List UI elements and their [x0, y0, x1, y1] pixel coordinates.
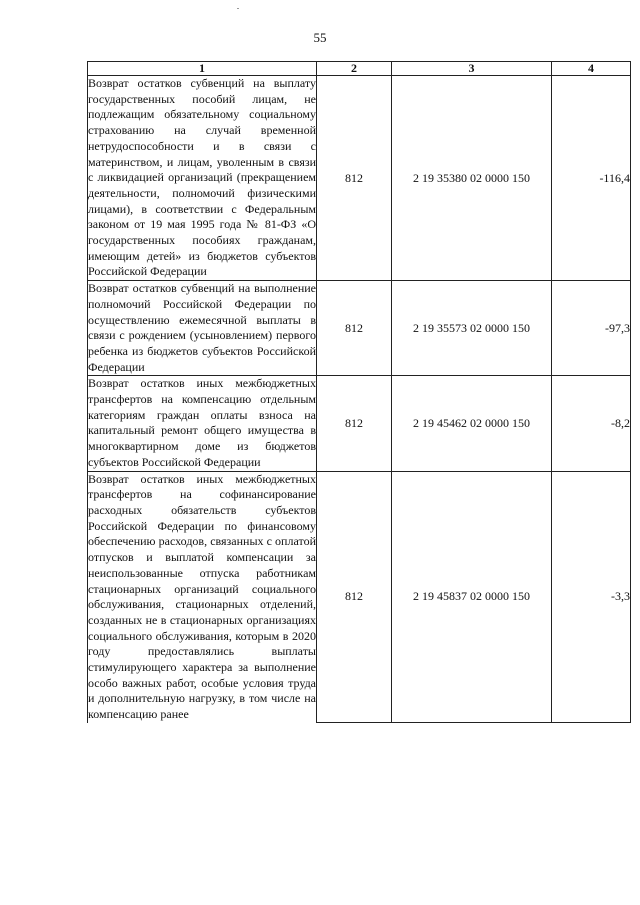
- income-name: Возврат остатков иных межбюджетных трансфертов на компенсацию отдельным категориям граждан оплаты взноса на капитальный ремонт общего имущества в многоквартирном доме из бюджетов субъектов Российской Федерации: [88, 376, 317, 471]
- table-row: [88, 76, 631, 281]
- amount: -116,4: [552, 76, 631, 281]
- budget-table: [87, 61, 631, 723]
- budget-classification-code: 2 19 45837 02 0000 150: [392, 471, 552, 723]
- income-name: Возврат остатков субвенций на выполнение полномочий Российской Федерации по осуществлению ежемесячной выплаты в связи с рождением (усыновлением) первого ребенка из бюджетов субъектов Российской Федерации: [88, 281, 317, 376]
- header-row: [88, 62, 631, 76]
- amount: -8,2: [552, 376, 631, 471]
- page-number: 55: [313, 30, 327, 45]
- table-row: [88, 376, 631, 471]
- admin-code: 812: [317, 281, 392, 376]
- amount: -3,3: [552, 471, 631, 723]
- budget-classification-code: 2 19 35380 02 0000 150: [392, 76, 552, 281]
- income-name: Возврат остатков субвенций на выплату государственных пособий лицам, не подлежащим обязательному социальному страхованию на случай временной нетрудоспособности и в связи с материнством, и лицам, уволенным в связи с ликвидацией организаций (прекращением деятельности, полномочий физическими лицами), в соответствии с Федеральным законом от 19 мая 1995 года № 81-ФЗ «О государственных пособиях гражданам, имеющим детей» из бюджетов субъектов Российской Федерации: [88, 76, 317, 281]
- admin-code: 812: [317, 76, 392, 281]
- column-header-3: 3: [392, 62, 552, 76]
- admin-code: 812: [317, 376, 392, 471]
- column-header-1: 1: [88, 62, 317, 76]
- column-header-2: 2: [317, 62, 392, 76]
- admin-code: 812: [317, 471, 392, 723]
- table-row: [88, 281, 631, 376]
- table-row: [88, 471, 631, 723]
- amount: -97,3: [552, 281, 631, 376]
- scan-speck: [237, 8, 239, 9]
- column-header-4: 4: [552, 62, 631, 76]
- income-name: Возврат остатков иных межбюджетных трансфертов на софинансирование расходных обязательств субъектов Российской Федерации по финансовому обеспечению расходов, связанных с оплатой отпусков и выплатой компенсации за неиспользованные отпуска работникам стационарных организаций социального обслуживания, стационарных отделений, созданных не в стационарных организациях социального обслуживания, которым в 2020 году предоставлялись выплаты стимулирующего характера за выполнение особо важных работ, особые условия труда и дополнительную нагрузку, в том числе на компенсацию ранее: [88, 471, 316, 722]
- budget-classification-code: 2 19 45462 02 0000 150: [392, 376, 552, 471]
- budget-classification-code: 2 19 35573 02 0000 150: [392, 281, 552, 376]
